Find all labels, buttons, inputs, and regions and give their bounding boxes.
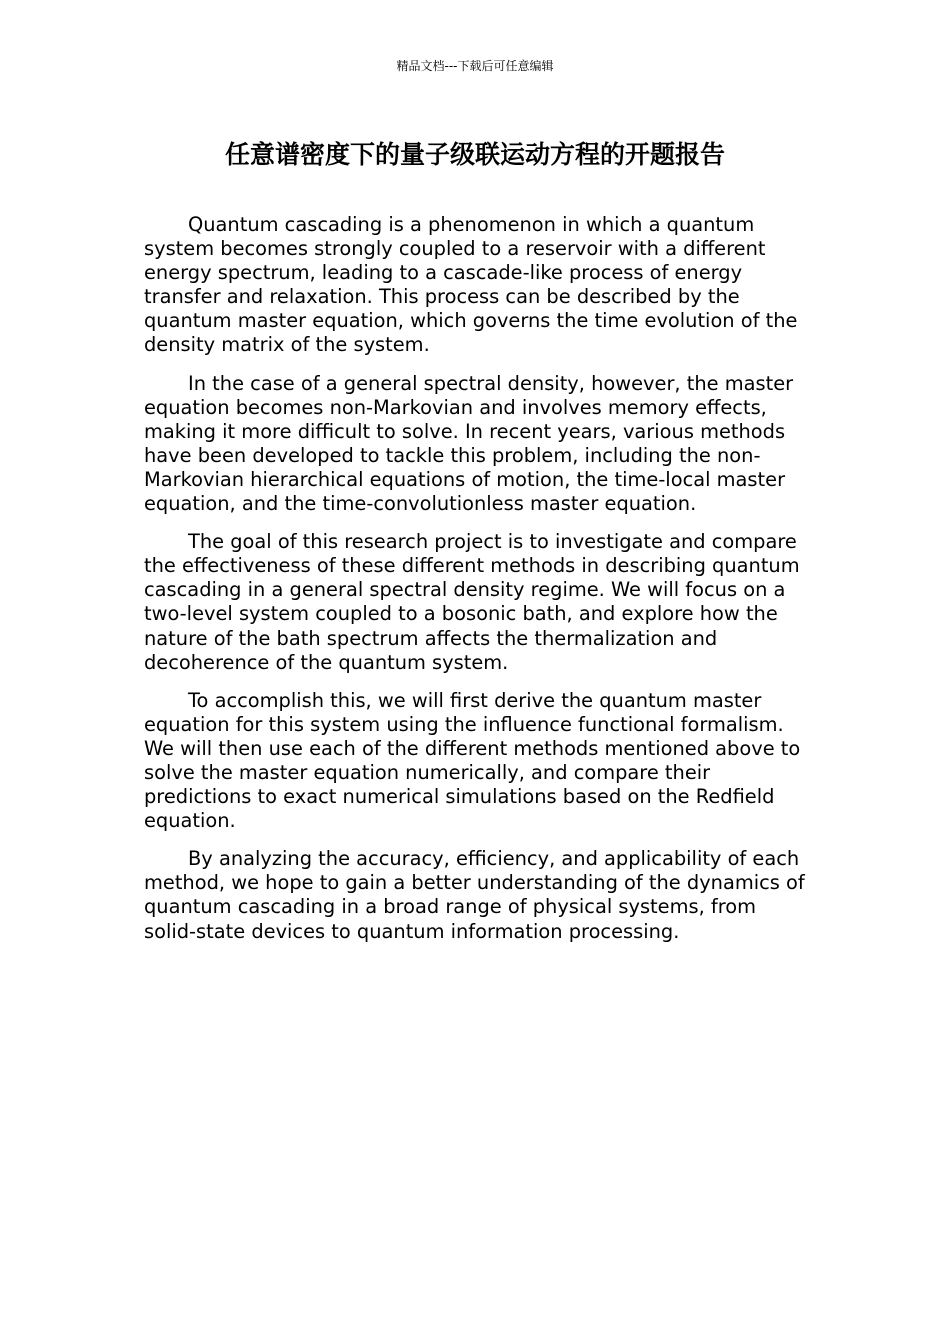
document-body bbox=[144, 213, 808, 958]
paragraph-5: By analyzing the accuracy, efficiency, and applicability of each method, we hope to gain a better understanding of the dynamics of quantum cascading in a broad range of physical systems, from solid-state devices to quantum information processing. bbox=[144, 847, 805, 943]
paragraph-4: To accomplish this, we will first derive the quantum master equation for this system using the influence functional formalism. We will then use each of the different methods mentioned above to solve the master equation numerically, and compare their predictions to exact numerical simulations based on the Redfield equation. bbox=[144, 688, 801, 833]
paragraph-1: Quantum cascading is a phenomenon in which a quantum system becomes strongly coupled to a reservoir with a different energy spectrum, leading to a cascade-like process of energy transfer and relaxation. This process can be described by the quantum master equation, which governs the time evolution of the density matrix of the system. bbox=[144, 213, 798, 357]
document-title: 任意谱密度下的量子级联运动方程的开题报告 bbox=[224, 140, 725, 169]
paragraph-3: The goal of this research project is to investigate and compare the effectiveness of these different methods in describing quantum cascading in a general spectral density regime. We will focus on a two-level system coupled to a bosonic bath, and explore how the nature of the bath spectrum affects the thermalization and decoherence of the quantum system. bbox=[144, 530, 800, 674]
paragraph-2: In the case of a general spectral density, however, the master equation becomes non-Markovian and involves memory effects, making it more difficult to solve. In recent years, various methods have been developed to tackle this problem, including the non-Markovian hierarchical equations of motion, the time-local master equation, and the time-convolutionless master equation. bbox=[144, 371, 794, 516]
header-note: 精品文档---下载后可任意编辑 bbox=[396, 59, 554, 73]
